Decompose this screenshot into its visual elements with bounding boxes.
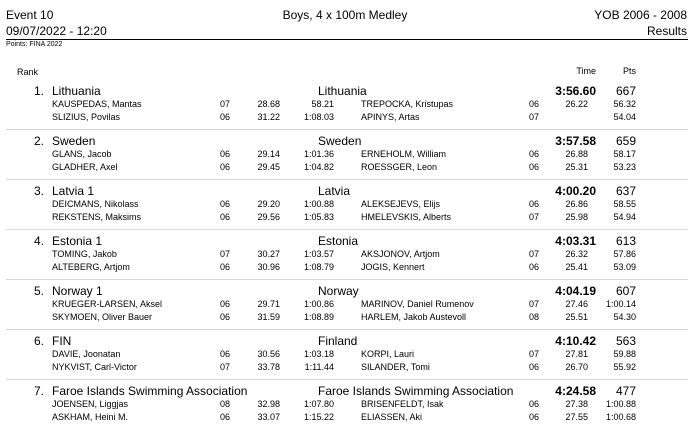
result-separator (6, 379, 688, 380)
result-separator (6, 129, 688, 130)
split-time: 30.27 (257, 249, 280, 259)
cumulative-time: 1:08.03 (303, 112, 334, 122)
cumulative-time: 1:04.82 (303, 162, 334, 172)
swimmer-yob: 06 (219, 212, 230, 222)
club-name: Estonia (318, 234, 359, 248)
swimmer-yob: 06 (219, 199, 230, 209)
swimmer-yob: 06 (219, 149, 230, 159)
split-time: 25.51 (565, 312, 588, 322)
split-time: 29.45 (257, 162, 280, 172)
team-time: 3:57.58 (555, 134, 596, 148)
swimmer-name: ELIASSEN, Aki (361, 412, 423, 422)
swimmer-name: ALTEBERG, Artjom (52, 262, 130, 272)
swimmer-yob: 08 (219, 399, 230, 409)
split-time: 25.98 (565, 212, 588, 222)
split-time: 27.55 (565, 412, 588, 422)
split-time: 29.56 (257, 212, 280, 222)
team-points: 667 (615, 84, 636, 98)
team-time: 4:24.58 (555, 384, 596, 398)
club-name: Sweden (318, 134, 362, 148)
swimmer-name: HARLEM, Jakob Austevoll (361, 312, 467, 322)
team-points: 613 (615, 234, 636, 248)
split-time: 25.31 (565, 162, 588, 172)
swimmer-name: SLIZIUS, Povilas (52, 112, 121, 122)
cumulative-time: 1:01.36 (303, 149, 334, 159)
team-name: Faroe Islands Swimming Association (52, 384, 248, 398)
team-points: 563 (615, 334, 636, 348)
cumulative-time: 1:07.80 (303, 399, 334, 409)
team-name: Norway 1 (52, 284, 103, 298)
swimmer-name: BRISENFELDT, Isak (361, 399, 444, 409)
split-time: 25.41 (565, 262, 588, 272)
swimmer-name: GLADHER, Axel (52, 162, 118, 172)
result-rank: 4. (33, 234, 44, 248)
club-name: Faroe Islands Swimming Association (318, 384, 514, 398)
swimmer-name: DEICMANS, Nikolass (52, 199, 139, 209)
leg-points: 59.88 (613, 349, 636, 359)
split-time: 28.68 (257, 99, 280, 109)
leg-points: 1:00.88 (605, 399, 636, 409)
swimmer-name: JOGIS, Kennert (361, 262, 425, 272)
swimmer-yob: 06 (528, 362, 539, 372)
leg-points: 1:00.68 (605, 412, 636, 422)
team-time: 4:04.19 (555, 284, 596, 298)
split-time: 33.07 (257, 412, 280, 422)
split-time: 30.56 (257, 349, 280, 359)
team-name: Sweden (52, 134, 96, 148)
swimmer-yob: 07 (528, 299, 539, 309)
split-time: 31.22 (257, 112, 280, 122)
result-rank: 5. (33, 284, 44, 298)
split-time: 26.88 (565, 149, 588, 159)
swimmer-yob: 07 (219, 99, 230, 109)
swimmer-yob: 07 (528, 249, 539, 259)
swimmer-yob: 06 (219, 299, 230, 309)
split-time: 29.14 (257, 149, 280, 159)
swimmer-yob: 06 (528, 162, 539, 172)
split-time: 29.71 (257, 299, 280, 309)
split-time: 27.38 (565, 399, 588, 409)
swimmer-yob: 08 (528, 312, 539, 322)
event-title: Boys, 4 x 100m Medley (282, 8, 408, 22)
age-category: YOB 2006 - 2008 (594, 8, 687, 22)
leg-points: 53.09 (613, 262, 636, 272)
split-time: 26.86 (565, 199, 588, 209)
swimmer-name: GLANS, Jacob (52, 149, 112, 159)
result-separator (6, 279, 688, 280)
club-name: Norway (318, 284, 359, 298)
swimmer-yob: 07 (528, 112, 539, 122)
team-time: 3:56.60 (555, 84, 596, 98)
swimmer-yob: 06 (528, 262, 539, 272)
team-points: 477 (615, 384, 636, 398)
cumulative-time: 1:00.88 (303, 199, 334, 209)
points-note: Points: FINA 2022 (6, 41, 63, 48)
team-points: 659 (615, 134, 636, 148)
swimmer-yob: 06 (528, 399, 539, 409)
team-name: Lithuania (52, 84, 101, 98)
swimmer-name: JOENSEN, Liggjas (52, 399, 129, 409)
team-points: 607 (615, 284, 636, 298)
split-time: 32.98 (257, 399, 280, 409)
swimmer-name: ROESSGER, Leon (361, 162, 438, 172)
swimmer-yob: 06 (219, 349, 230, 359)
swimmer-name: TREPOCKA, Kristupas (361, 99, 454, 109)
club-name: Latvia (318, 184, 351, 198)
cumulative-time: 1:03.18 (303, 349, 334, 359)
swimmer-yob: 06 (528, 149, 539, 159)
event-number: Event 10 (6, 8, 54, 22)
result-separator (6, 229, 688, 230)
swimmer-name: ASKHAM, Heini M. (52, 412, 129, 422)
team-time: 4:03.31 (555, 234, 596, 248)
swimmer-name: APINYS, Artas (361, 112, 420, 122)
swimmer-yob: 06 (219, 262, 230, 272)
swimmer-yob: 07 (219, 362, 230, 372)
leg-points: 58.17 (613, 149, 636, 159)
event-datetime: 09/07/2022 - 12:20 (6, 24, 107, 38)
swimmer-yob: 07 (219, 249, 230, 259)
swimmer-name: KRUEGER-LARSEN, Aksel (52, 299, 163, 309)
leg-points: 1:00.14 (605, 299, 636, 309)
result-separator (6, 329, 688, 330)
leg-points: 54.04 (613, 112, 636, 122)
leg-points: 53.23 (613, 162, 636, 172)
split-time: 26.70 (565, 362, 588, 372)
swimmer-yob: 06 (528, 199, 539, 209)
document-type: Results (646, 24, 687, 38)
swimmer-yob: 06 (219, 162, 230, 172)
split-time: 27.81 (565, 349, 588, 359)
swimmer-yob: 06 (528, 99, 539, 109)
team-time: 4:00.20 (555, 184, 596, 198)
cumulative-time: 1:00.86 (303, 299, 334, 309)
swimmer-name: TOMING, Jakob (52, 249, 117, 259)
swimmer-name: SILANDER, Tomi (361, 362, 430, 372)
split-time: 29.20 (257, 199, 280, 209)
team-name: Estonia 1 (52, 234, 103, 248)
leg-points: 54.30 (613, 312, 636, 322)
column-time: Time (576, 66, 596, 76)
swimmer-yob: 06 (219, 312, 230, 322)
swimmer-name: KAUSPEDAS, Mantas (52, 99, 142, 109)
club-name: Finland (318, 334, 358, 348)
result-rank: 1. (33, 84, 44, 98)
result-separator (6, 179, 688, 180)
cumulative-time: 1:08.79 (303, 262, 334, 272)
result-rank: 7. (33, 384, 44, 398)
swimmer-name: NYKVIST, Carl-Victor (52, 362, 137, 372)
split-time: 27.46 (565, 299, 588, 309)
cumulative-time: 58.21 (311, 99, 334, 109)
split-time: 26.32 (565, 249, 588, 259)
cumulative-time: 1:03.57 (303, 249, 334, 259)
leg-points: 57.86 (613, 249, 636, 259)
cumulative-time: 1:08.89 (303, 312, 334, 322)
swimmer-name: KORPI, Lauri (361, 349, 415, 359)
club-name: Lithuania (318, 84, 367, 98)
swimmer-yob: 06 (219, 412, 230, 422)
leg-points: 55.92 (613, 362, 636, 372)
team-name: Latvia 1 (52, 184, 95, 198)
result-rank: 6. (33, 334, 44, 348)
cumulative-time: 1:05.83 (303, 212, 334, 222)
column-pts: Pts (622, 66, 636, 76)
column-rank: Rank (17, 67, 39, 77)
cumulative-time: 1:11.44 (304, 362, 334, 372)
swimmer-name: HMELEVSKIS, Alberts (361, 212, 452, 222)
swimmer-yob: 07 (528, 212, 539, 222)
team-name: FIN (52, 334, 72, 348)
swimmer-name: MARINOV, Daniel Rumenov (361, 299, 474, 309)
swimmer-name: AKSJONOV, Artjom (361, 249, 440, 259)
result-rank: 3. (33, 184, 44, 198)
split-time: 26.22 (565, 99, 588, 109)
cumulative-time: 1:15.22 (303, 412, 334, 422)
swimmer-name: REKSTENS, Maksims (52, 212, 142, 222)
header-rule (6, 39, 688, 40)
result-rank: 2. (33, 134, 44, 148)
swimmer-yob: 06 (528, 412, 539, 422)
team-time: 4:10.42 (555, 334, 596, 348)
split-time: 31.59 (257, 312, 280, 322)
leg-points: 54.94 (613, 212, 636, 222)
swimmer-name: SKYMOEN, Oliver Bauer (52, 312, 153, 322)
swimmer-name: ALEKSEJEVS, Elijs (361, 199, 441, 209)
split-time: 30.96 (257, 262, 280, 272)
leg-points: 56.32 (613, 99, 636, 109)
team-points: 637 (615, 184, 636, 198)
leg-points: 58.55 (613, 199, 636, 209)
swimmer-name: DAVIE, Joonatan (52, 349, 121, 359)
split-time: 33.78 (257, 362, 280, 372)
swimmer-name: ERNEHOLM, William (361, 149, 447, 159)
swimmer-yob: 07 (528, 349, 539, 359)
swimmer-yob: 06 (219, 112, 230, 122)
